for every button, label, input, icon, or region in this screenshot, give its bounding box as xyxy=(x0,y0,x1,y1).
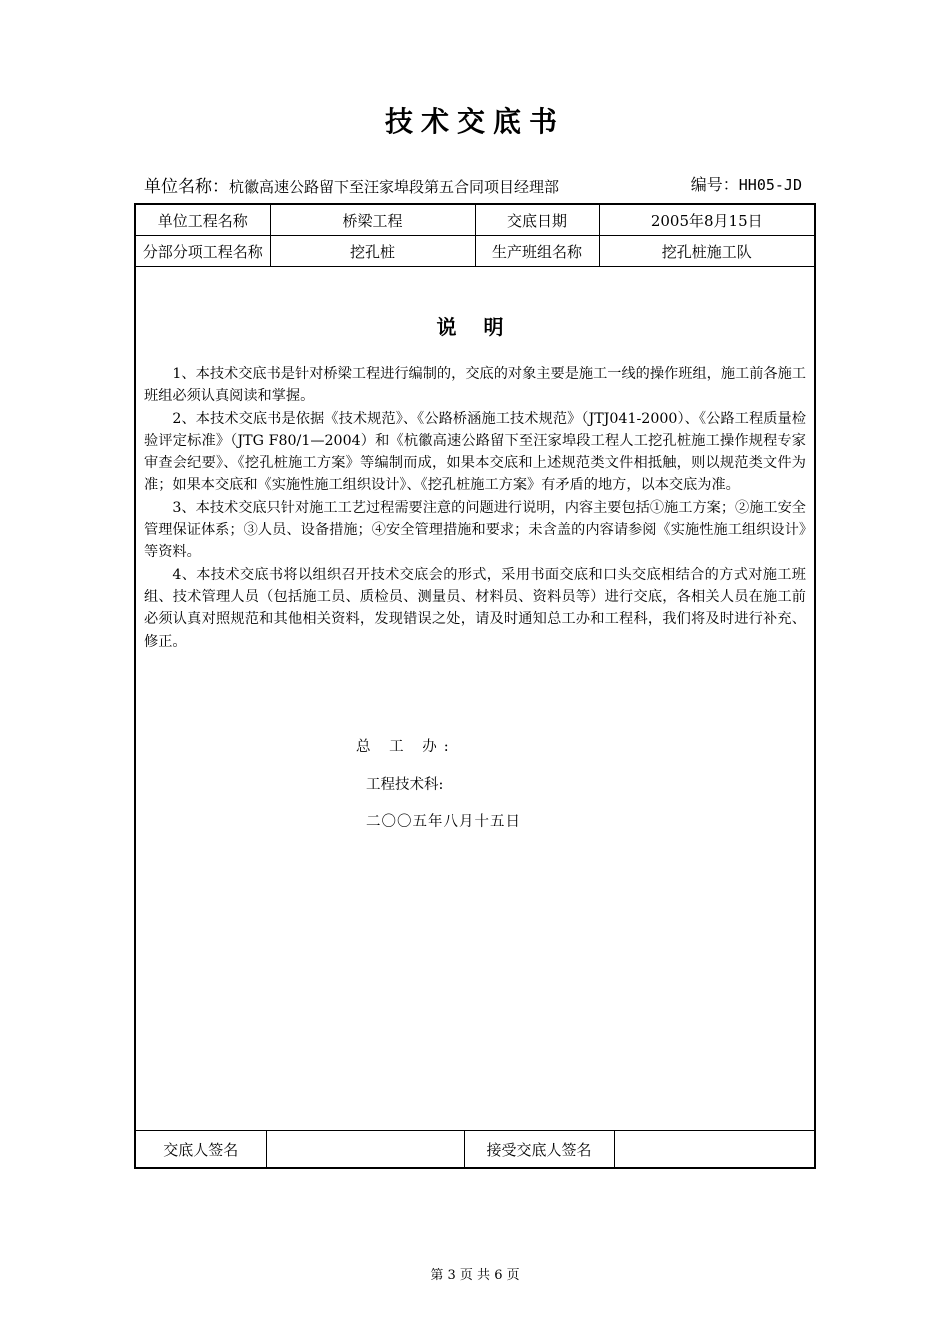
section-title: 说 明 xyxy=(436,315,514,339)
doc-code-value: HH05-JD xyxy=(738,176,802,194)
paragraph-4: 4、本技术交底书将以组织召开技术交底会的形式，采用书面交底和口头交底相结合的方式对施工班组、技术管理人员（包括施工员、质检员、测量员、材料员、资料员等）进行交底，各相关人员在施工前必须认真对照规范和其他相关资料，发现错误之处，请及时通知总工办和工程科，我们将及时进行补充、修正。 xyxy=(144,566,806,650)
value-handover-date: 2005年8月15日 xyxy=(599,205,814,236)
label-sub-project: 分部分项工程名称 xyxy=(136,236,270,267)
engineering-dept: 工程技术科: xyxy=(366,777,444,793)
doc-code xyxy=(691,172,802,195)
unit-name-value: 杭徽高速公路留下至汪家埠段第五合同项目经理部 xyxy=(229,178,560,196)
document-title: 技术交底书 xyxy=(384,105,565,138)
label-unit-project: 单位工程名称 xyxy=(136,205,270,236)
paragraph-2: 2、本技术交底书是依据《技术规范》、《公路桥涵施工技术规范》（JTJ041-2000）、《公路工程质量检验评定标准》（JTG F80/1—2004）和《杭徽高速公路留下至汪家埠段工程人工挖孔桩施工操作规程专家审查会纪要》、《挖孔桩施工方案》等编制而成，如果本交底和上述规范类文件相抵触，则以规范类文件为准；如果本交底和《实施性施工组织设计》、《挖孔桩施工方案》有矛盾的地方，以本交底为准。 xyxy=(144,410,806,494)
form-frame xyxy=(134,203,816,1169)
chief-engineer-office: 总 工 办: xyxy=(356,739,456,755)
table-row xyxy=(136,236,814,267)
signature-date: 二〇〇五年八月十五日 xyxy=(366,814,521,830)
label-handover-date: 交底日期 xyxy=(475,205,599,236)
value-sub-project: 挖孔桩 xyxy=(270,236,475,267)
info-table xyxy=(136,205,814,267)
signature-table xyxy=(136,1130,814,1167)
receiver-signature-field[interactable] xyxy=(614,1131,814,1168)
header-line xyxy=(144,172,804,196)
value-work-team: 挖孔桩施工队 xyxy=(599,236,814,267)
value-unit-project: 桥梁工程 xyxy=(270,205,475,236)
table-row xyxy=(136,205,814,236)
label-work-team: 生产班组名称 xyxy=(475,236,599,267)
paragraph-1: 1、本技术交底书是针对桥梁工程进行编制的，交底的对象主要是施工一线的操作班组，施工前各施工班组必须认真阅读和掌握。 xyxy=(144,366,806,405)
table-row xyxy=(136,1131,814,1168)
page-number: 第 3 页 共 6 页 xyxy=(430,1268,520,1283)
giver-signature-field[interactable] xyxy=(266,1131,464,1168)
instructions-body xyxy=(144,363,806,653)
unit-name-label: 单位名称： xyxy=(144,177,229,197)
unit-name xyxy=(144,172,559,197)
paragraph-3: 3、本技术交底只针对施工工艺过程需要注意的问题进行说明，内容主要包括①施工方案；②施工安全管理保证体系；③人员、设备措施；④安全管理措施和要求；未含盖的内容请参阅《实施性施工组织设计》等资料。 xyxy=(144,499,806,561)
giver-signature-label: 交底人签名 xyxy=(136,1131,266,1168)
doc-code-label: 编号： xyxy=(690,175,739,194)
receiver-signature-label: 接受交底人签名 xyxy=(464,1131,614,1168)
